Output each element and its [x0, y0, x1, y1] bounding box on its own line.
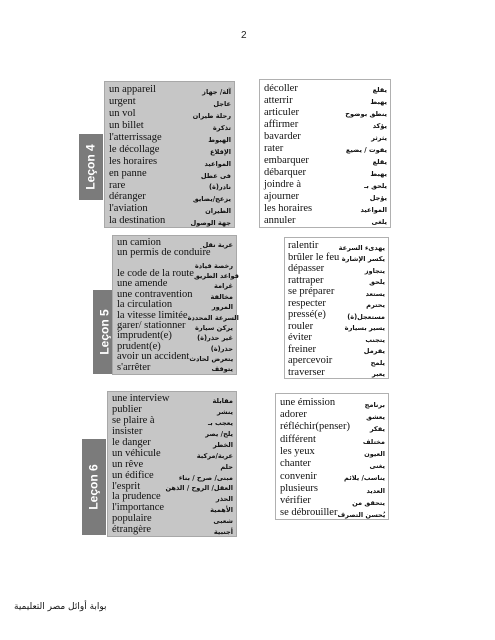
- vocab-row: [112, 438, 233, 449]
- french-word: la destination: [109, 215, 166, 227]
- vocab-row: [264, 178, 387, 190]
- arabic-translation: حذر(ة): [210, 344, 233, 353]
- vocab-row: [112, 405, 233, 416]
- vocab-row: [264, 202, 387, 214]
- french-word: l'esprit: [112, 480, 141, 492]
- lesson-tab-label: Leçon 6: [87, 464, 102, 510]
- arabic-translation: تذكرة: [212, 123, 231, 132]
- vocab-row: [264, 106, 387, 118]
- french-word: plusieurs: [280, 482, 318, 494]
- french-word: une émission: [280, 396, 336, 408]
- vocab-row: [112, 416, 233, 427]
- arabic-translation: يناسب/ يلائم: [344, 474, 385, 483]
- arabic-translation: الخطر: [212, 440, 233, 449]
- vocab-row: [109, 215, 231, 227]
- arabic-translation: رخصة قيادة: [194, 261, 233, 270]
- french-word: s'arrêter: [117, 361, 151, 373]
- vocab-row: [112, 525, 233, 536]
- vocab-row: [264, 130, 387, 142]
- vocab-box-left: [107, 391, 237, 537]
- french-word: la vitesse limitée: [117, 309, 188, 321]
- french-word: une contravention: [117, 288, 193, 300]
- french-word: différent: [280, 433, 316, 445]
- arabic-translation: السرعة المحددة: [187, 313, 239, 322]
- vocab-box-left: [104, 81, 235, 228]
- french-word: affirmer: [264, 118, 299, 130]
- vocab-row: [288, 355, 385, 367]
- arabic-translation: يهبط: [370, 170, 387, 179]
- arabic-translation: يزعج/يضايق: [192, 195, 231, 204]
- french-word: traverser: [288, 366, 325, 378]
- vocab-row: [109, 84, 231, 96]
- french-word: une interview: [112, 393, 170, 405]
- arabic-translation: يتحقق من: [352, 499, 385, 508]
- vocab-box-right: [284, 237, 389, 379]
- french-word: garer/ stationner: [117, 320, 186, 332]
- arabic-translation: يؤكد: [372, 122, 387, 131]
- vocab-row: [112, 394, 233, 405]
- vocab-row: [112, 481, 233, 492]
- vocab-row: [264, 118, 387, 130]
- arabic-translation: يقلع: [372, 86, 387, 95]
- vocab-row: [112, 503, 233, 514]
- vocab-row: [109, 96, 231, 108]
- french-word: annuler: [264, 214, 296, 226]
- vocab-row: [109, 191, 231, 203]
- arabic-translation: يتعرض لحادث: [189, 355, 234, 364]
- arabic-translation: برنامج: [364, 400, 385, 409]
- french-word: joindre à: [264, 178, 302, 190]
- french-word: un rêve: [112, 458, 144, 470]
- vocab-row: [112, 514, 233, 525]
- french-word: se débrouiller: [280, 507, 338, 519]
- vocab-row: [280, 396, 385, 408]
- vocab-row: [288, 263, 385, 275]
- french-word: débarquer: [264, 166, 306, 178]
- arabic-translation: يتجاوز: [364, 266, 385, 275]
- arabic-translation: غير حذر(ة): [197, 334, 233, 343]
- vocab-row: [112, 459, 233, 470]
- french-word: décoller: [264, 82, 298, 94]
- arabic-translation: يلحق: [369, 278, 385, 287]
- french-word: les horaires: [264, 202, 313, 214]
- vocab-row: [264, 154, 387, 166]
- french-word: rouler: [288, 320, 314, 332]
- arabic-translation: يهدىء السرعة: [338, 243, 385, 252]
- arabic-translation: يتوقف: [211, 365, 233, 374]
- french-word: ajourner: [264, 190, 299, 202]
- arabic-translation: يُحسن التصرف: [337, 511, 386, 520]
- vocab-row: [109, 179, 231, 191]
- vocab-row: [280, 445, 385, 457]
- arabic-translation: مقابلة: [212, 397, 233, 406]
- arabic-translation: يعشق: [366, 413, 385, 421]
- french-word: articuler: [264, 106, 299, 118]
- vocab-row: [288, 332, 385, 344]
- french-word: brûler le feu: [288, 251, 340, 263]
- vocab-row: [112, 427, 233, 438]
- arabic-translation: نادر(ة): [208, 183, 231, 192]
- french-word: un vol: [109, 108, 136, 120]
- arabic-translation: يسير بسيارة: [344, 324, 385, 333]
- vocab-row: [112, 448, 233, 459]
- arabic-translation: حلم: [220, 462, 233, 471]
- vocab-row: [264, 94, 387, 106]
- french-word: un camion: [117, 236, 162, 248]
- vocab-row: [288, 298, 385, 310]
- french-word: en panne: [109, 167, 147, 179]
- arabic-translation: يلح/ يصر: [205, 429, 233, 438]
- french-word: une amende: [117, 278, 168, 290]
- arabic-translation: الطيران: [205, 207, 231, 216]
- arabic-translation: يكسر الإشارة: [341, 255, 385, 264]
- vocab-row: [288, 321, 385, 333]
- arabic-translation: عربة/مركبة: [196, 451, 233, 460]
- arabic-translation: العديد: [366, 486, 385, 495]
- french-word: apercevoir: [288, 355, 333, 366]
- arabic-translation: العقل/ الروح / الذهن: [165, 484, 233, 493]
- arabic-translation: يلغى: [371, 218, 387, 227]
- vocab-row: [288, 344, 385, 356]
- arabic-translation: أجنبية: [213, 527, 233, 536]
- arabic-translation: يعجب بـ: [208, 419, 233, 428]
- french-word: éviter: [288, 332, 312, 343]
- arabic-translation: مخالفة: [210, 292, 233, 301]
- vocab-row: [109, 203, 231, 215]
- arabic-translation: المواعيد: [360, 206, 387, 215]
- arabic-translation: يغنى: [369, 462, 385, 471]
- french-word: la circulation: [117, 299, 173, 311]
- arabic-translation: يفوت / يضيع: [345, 146, 387, 155]
- arabic-translation: يلمح: [370, 358, 385, 367]
- page-number: 2: [241, 30, 247, 41]
- french-word: dépasser: [288, 263, 325, 274]
- arabic-translation: ينطق بوضوح: [345, 110, 387, 119]
- vocab-row: [109, 132, 231, 144]
- french-word: adorer: [280, 409, 307, 421]
- french-word: se préparer: [288, 286, 335, 297]
- arabic-translation: يحترم: [366, 301, 385, 310]
- french-word: rater: [264, 142, 284, 154]
- french-word: avoir un accident: [117, 351, 190, 363]
- french-word: vérifier: [280, 495, 311, 507]
- footer-text: بوابة أوائل مصر التعليمية: [14, 602, 107, 612]
- french-word: rare: [109, 179, 126, 191]
- french-word: les yeux: [280, 445, 315, 457]
- arabic-translation: يقلع: [372, 158, 387, 167]
- arabic-translation: المواعيد: [204, 159, 231, 168]
- vocab-row: [109, 120, 231, 132]
- vocab-row: [288, 309, 385, 321]
- french-word: le danger: [112, 436, 151, 448]
- arabic-translation: يفرمل: [363, 347, 385, 356]
- french-word: les horaires: [109, 155, 158, 167]
- vocab-row: [117, 248, 233, 258]
- vocab-box-left: [112, 235, 237, 375]
- french-word: l'aviation: [109, 203, 148, 215]
- vocab-row: [112, 470, 233, 481]
- french-word: un édifice: [112, 469, 154, 481]
- arabic-translation: مستعجل(ة): [347, 312, 385, 321]
- arabic-translation: المرور: [211, 303, 233, 312]
- french-word: la prudence: [112, 491, 161, 503]
- vocab-row: [264, 190, 387, 202]
- arabic-translation: الحذر: [215, 495, 233, 504]
- french-word: pressé(e): [288, 309, 326, 320]
- french-word: le décollage: [109, 143, 160, 155]
- arabic-translation: عربة نقل: [202, 240, 233, 249]
- vocab-row: [112, 492, 233, 503]
- vocab-row: [288, 252, 385, 264]
- french-word: réfléchir(penser): [280, 421, 350, 433]
- vocab-row: [280, 507, 385, 519]
- vocab-row: [264, 166, 387, 178]
- french-word: un permis de conduire: [117, 247, 211, 259]
- french-word: freiner: [288, 343, 316, 355]
- vocab-row: [288, 286, 385, 298]
- vocab-row: [280, 482, 385, 494]
- arabic-translation: فى عطل: [200, 171, 231, 180]
- vocab-box-right: [259, 79, 391, 228]
- french-word: prudent(e): [117, 340, 161, 352]
- arabic-translation: يثرثر: [371, 134, 387, 143]
- french-word: un appareil: [109, 84, 156, 96]
- french-word: urgent: [109, 96, 136, 108]
- french-word: embarquer: [264, 154, 309, 166]
- french-word: respecter: [288, 297, 326, 309]
- arabic-translation: يؤجل: [369, 194, 387, 203]
- arabic-translation: قواعد الطريق: [193, 271, 239, 280]
- arabic-translation: يعبر: [372, 370, 385, 379]
- lesson-tab: [79, 134, 103, 200]
- french-word: convenir: [280, 470, 317, 482]
- vocab-row: [280, 470, 385, 482]
- vocab-row: [264, 214, 387, 226]
- french-word: l'importance: [112, 502, 165, 514]
- french-word: chanter: [280, 458, 311, 470]
- french-word: l'atterrissage: [109, 131, 162, 143]
- arabic-translation: آلة/ جهاز: [202, 88, 231, 97]
- arabic-translation: الأهمية: [210, 506, 233, 515]
- arabic-translation: يفكر: [369, 425, 385, 434]
- french-word: un billet: [109, 120, 144, 132]
- arabic-translation: العيون: [364, 449, 385, 458]
- arabic-translation: ينشر: [217, 408, 233, 417]
- french-word: imprudent(e): [117, 330, 172, 342]
- lesson-tab: [82, 439, 106, 535]
- vocab-row: [117, 363, 233, 373]
- vocab-box-right: [275, 393, 389, 520]
- arabic-translation: غرامة: [214, 282, 233, 291]
- french-word: se plaire à: [112, 415, 155, 427]
- french-word: étrangère: [112, 524, 152, 536]
- french-word: déranger: [109, 191, 146, 203]
- lesson-tab-label: Leçon 4: [84, 144, 99, 190]
- arabic-translation: يركن سيارة: [195, 323, 233, 332]
- arabic-translation: الإقلاع: [210, 147, 231, 156]
- vocab-row: [280, 457, 385, 469]
- vocab-row: [288, 275, 385, 287]
- french-word: atterrir: [264, 94, 293, 106]
- vocab-row: [109, 167, 231, 179]
- vocab-row: [109, 108, 231, 120]
- french-word: ralentir: [288, 240, 319, 251]
- arabic-translation: رحلة طيران: [192, 112, 231, 121]
- french-word: le code de la route: [117, 268, 194, 280]
- vocab-row: [109, 143, 231, 155]
- arabic-translation: يلحق بـ: [364, 182, 387, 191]
- arabic-translation: مختلف: [362, 437, 385, 446]
- vocab-row: [264, 142, 387, 154]
- vocab-row: [109, 155, 231, 167]
- arabic-translation: شعبى: [213, 517, 233, 526]
- lesson-tab-label: Leçon 5: [98, 309, 113, 355]
- french-word: insister: [112, 426, 143, 438]
- arabic-translation: عاجل: [213, 100, 231, 109]
- arabic-translation: يهبط: [370, 98, 387, 107]
- french-word: bavarder: [264, 130, 301, 142]
- vocab-row: [264, 82, 387, 94]
- arabic-translation: جهة الوصول: [190, 219, 231, 228]
- vocab-row: [280, 408, 385, 420]
- vocab-row: [288, 367, 385, 379]
- arabic-translation: مبنى/ صرح / بناء: [178, 473, 233, 482]
- vocab-row: [288, 240, 385, 252]
- arabic-translation: يستعد: [365, 289, 385, 298]
- french-word: un véhicule: [112, 447, 161, 459]
- french-word: rattraper: [288, 274, 324, 286]
- vocab-row: [280, 433, 385, 445]
- vocab-row: [280, 494, 385, 506]
- french-word: publier: [112, 404, 142, 416]
- vocab-row: [280, 421, 385, 433]
- arabic-translation: الهبوط: [208, 135, 231, 144]
- arabic-translation: يتجنب: [365, 335, 385, 344]
- french-word: populaire: [112, 513, 152, 525]
